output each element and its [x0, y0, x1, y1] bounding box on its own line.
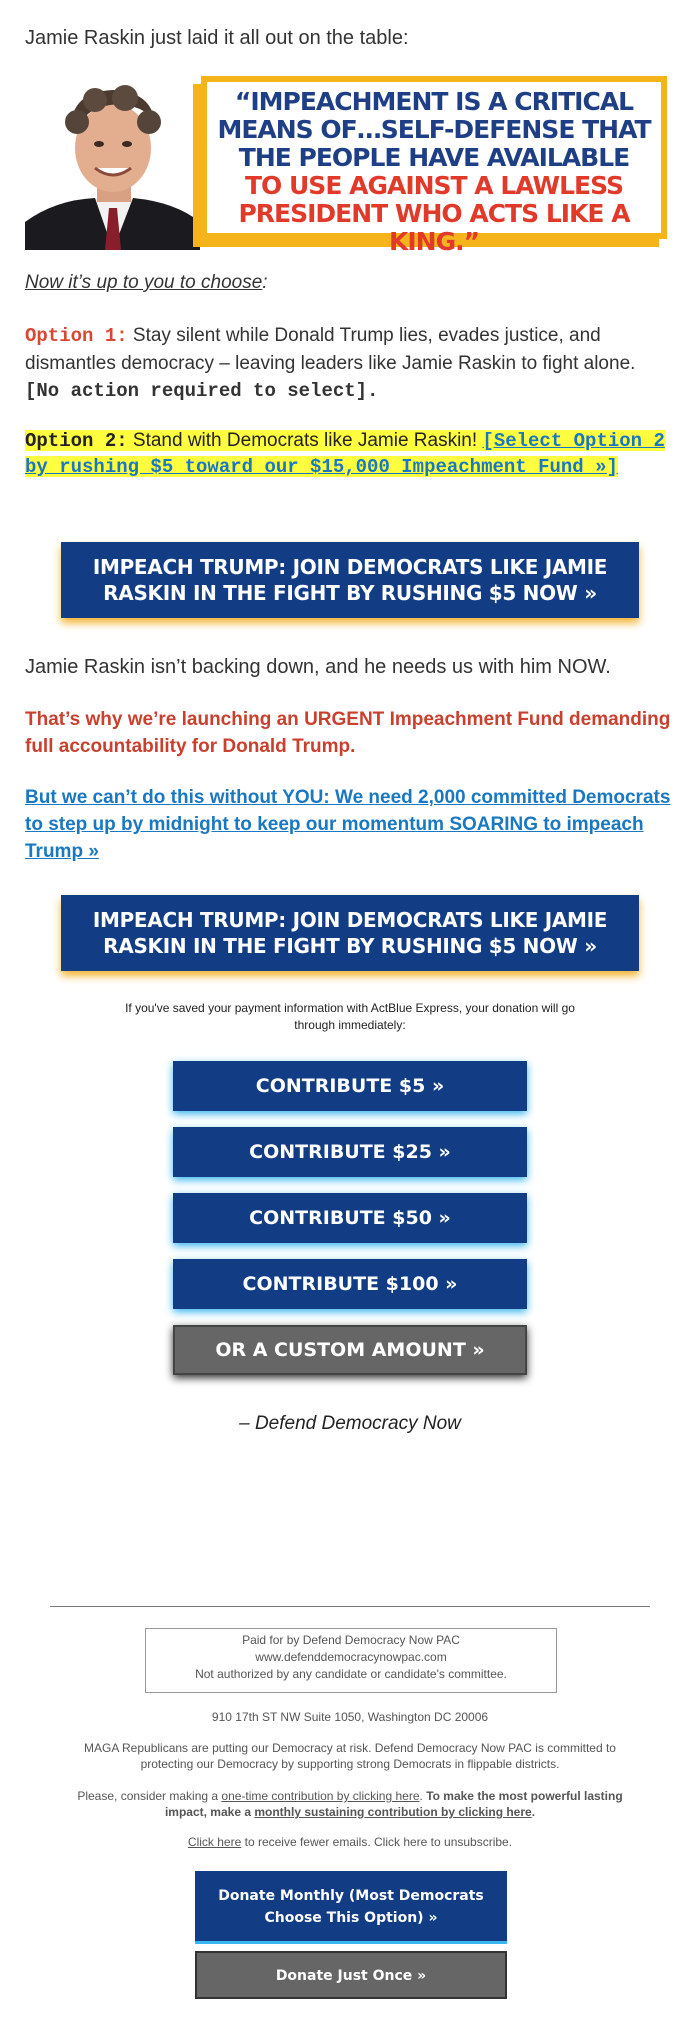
impeach-cta-button[interactable]: IMPEACH TRUMP: JOIN DEMOCRATS LIKE JAMIE RASKIN IN THE FIGHT BY RUSHING $5 NOW » [61, 542, 639, 618]
donate-once-button[interactable]: Donate Just Once » [195, 1951, 507, 1999]
option-2-label: Option 2: [25, 430, 128, 452]
choose-suffix: : [262, 272, 268, 293]
donate-monthly-button[interactable]: Donate Monthly (Most Democrats Choose This Option) » [195, 1871, 507, 1941]
option-2-link[interactable]: [Select Option 2 by rushing $5 toward our $15,000 Impeachment Fund »] [25, 430, 665, 478]
option-2-text: Stand with Democrats like Jamie Raskin! [127, 430, 483, 451]
signature: – Defend Democracy Now [239, 1413, 461, 1434]
one-time-link[interactable]: one-time contribution by clicking here [221, 1789, 420, 1803]
paid-line: www.defenddemocracynowpac.com [255, 1650, 447, 1664]
consider-mid: . [419, 1789, 427, 1803]
mission-text: MAGA Republicans are putting our Democracy at risk. Defend Democracy Now PAC is committed to protecting our Democracy by supporting strong Democrats in flippable districts. [84, 1741, 616, 1771]
contribute-100-button[interactable]: CONTRIBUTE $100 » [173, 1259, 527, 1309]
consider-prefix: Please, consider making a [77, 1789, 222, 1803]
paid-for-box [145, 1628, 557, 1693]
paid-line: Not authorized by any candidate or candidate's committee. [195, 1667, 507, 1681]
option-2 [25, 428, 675, 480]
quote-line: THE PEOPLE HAVE AVAILABLE [238, 143, 630, 172]
divider [50, 1606, 650, 1607]
intro-text: Jamie Raskin just laid it all out on the table: [25, 27, 409, 49]
quote-line: PRESIDENT WHO ACTS LIKE A KING.” [238, 199, 630, 256]
consider-end: . [531, 1805, 536, 1819]
consider-text [60, 1788, 640, 1820]
contribute-25-button[interactable]: CONTRIBUTE $25 » [173, 1127, 527, 1177]
address: 910 17th ST NW Suite 1050, Washington DC 20006 [211, 1710, 489, 1724]
choose-underlined: Now it’s up to you to choose [25, 272, 263, 293]
hero-banner[interactable] [25, 72, 675, 256]
fewer-emails-link[interactable]: Click here [187, 1835, 242, 1849]
actblue-note: If you've saved your payment information with ActBlue Express, your donation will go through immediately: [125, 1001, 575, 1032]
contribute-5-button[interactable]: CONTRIBUTE $5 » [173, 1061, 527, 1111]
custom-amount-button[interactable]: OR A CUSTOM AMOUNT » [173, 1325, 527, 1375]
quote-line: TO USE AGAINST A LAWLESS [245, 171, 623, 200]
option-1-note: [No action required to select]. [25, 380, 379, 402]
option-1 [25, 322, 675, 405]
monthly-link[interactable]: monthly sustaining contribution by clicking here [254, 1805, 532, 1819]
quote-line: MEANS OF…SELF-DEFENSE THAT [217, 115, 651, 144]
option-1-text: Stay silent while Donald Trump lies, evades justice, and dismantles democracy – leaving leaders like Jamie Raskin to fight alone. [25, 325, 636, 374]
unsubscribe-text: to receive fewer emails. Click here to unsubscribe. [241, 1835, 513, 1849]
fewer-emails-text [60, 1834, 640, 1850]
consider-bold: To make the most powerful lasting impact, make a [164, 1789, 623, 1819]
contribute-50-button[interactable]: CONTRIBUTE $50 » [173, 1193, 527, 1243]
backing-down-text: Jamie Raskin isn’t backing down, and he needs us with him NOW. [25, 656, 611, 678]
raskin-photo [25, 72, 200, 250]
option-1-label: Option 1: [25, 325, 128, 347]
impeach-cta-button-2[interactable]: IMPEACH TRUMP: JOIN DEMOCRATS LIKE JAMIE RASKIN IN THE FIGHT BY RUSHING $5 NOW » [61, 895, 639, 971]
quote-line: “IMPEACHMENT IS A CRITICAL [234, 87, 634, 116]
quote-graphic [201, 76, 667, 256]
paid-line: Paid for by Defend Democracy Now PAC [242, 1633, 460, 1647]
urgent-fund-text: That’s why we’re launching an URGENT Impeachment Fund demanding full accountability for Donald Trump. [25, 709, 671, 757]
choose-prompt [25, 272, 268, 294]
committed-democrats-link[interactable]: But we can’t do this without YOU: We need 2,000 committed Democrats to step up by midnight to keep our momentum SOARING to impeach Trump » [25, 787, 671, 862]
